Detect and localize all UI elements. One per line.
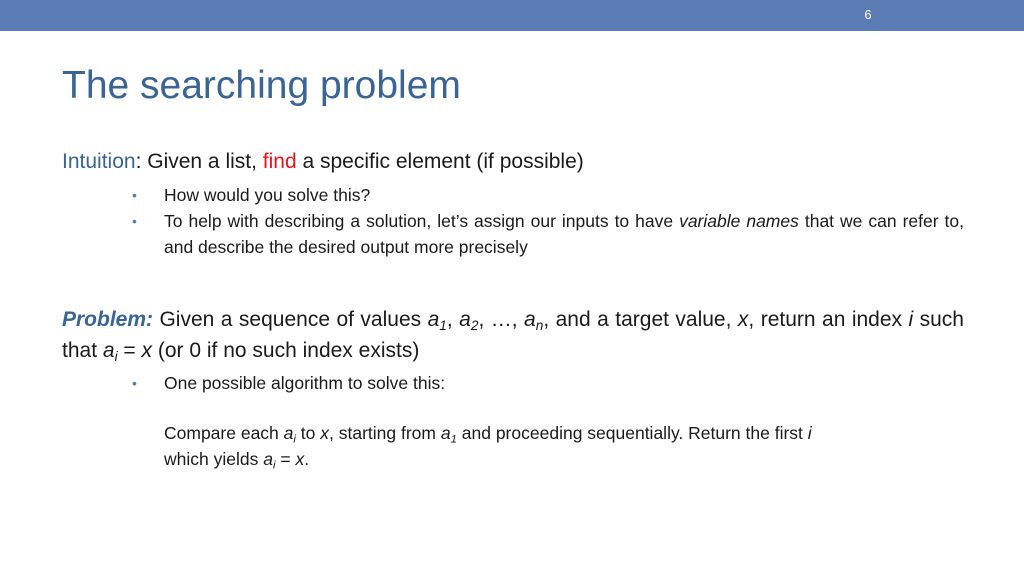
algorithm-text: , starting from	[329, 423, 441, 443]
problem-text: , return an index	[748, 308, 909, 331]
intuition-label: Intuition	[62, 150, 136, 173]
var-a: a	[440, 423, 451, 443]
var-a: a	[459, 308, 471, 331]
algorithm-text: which yields	[164, 449, 264, 469]
subscript: i	[293, 433, 296, 446]
bullet-italic-text: variable names	[679, 211, 799, 231]
bullet-icon: •	[132, 375, 137, 391]
var-a: a	[102, 339, 115, 362]
var-a: a	[427, 308, 440, 331]
problem-text: =	[117, 339, 142, 362]
intuition-bullet-list	[130, 182, 964, 260]
algorithm-text: Compare each	[164, 423, 284, 443]
header-bar	[0, 0, 1024, 31]
algorithm-text: .	[304, 449, 310, 469]
problem-text: (or 0 if no such index exists)	[152, 339, 420, 362]
var-a: a	[283, 423, 294, 443]
problem-text: , and a target value,	[543, 308, 738, 331]
problem-text: Given a sequence of values	[153, 308, 428, 331]
problem-text: ,	[446, 308, 460, 331]
var-i: i	[908, 308, 914, 331]
var-x: x	[320, 423, 329, 443]
bullet-text: One possible algorithm to solve this:	[164, 373, 446, 393]
intuition-text-after: a specific element (if possible)	[296, 150, 584, 173]
subscript: 2	[470, 318, 479, 334]
subscript: n	[535, 318, 544, 334]
bullet-item	[130, 208, 964, 260]
bullet-text: How would you solve this?	[164, 185, 371, 205]
subscript: 1	[439, 318, 447, 334]
var-i: i	[807, 423, 812, 443]
bullet-icon: •	[132, 187, 137, 203]
var-x: x	[141, 339, 153, 362]
slide-title: The searching problem	[62, 64, 461, 107]
algorithm-text: to	[295, 423, 321, 443]
slide-number: 6	[864, 7, 872, 22]
var-x: x	[295, 449, 305, 469]
problem-statement	[62, 304, 964, 366]
var-x: x	[737, 308, 749, 331]
var-a: a	[524, 308, 536, 331]
algorithm-text: =	[275, 449, 296, 469]
bullet-text: To help with describing a solution, let’s assign our inputs to have	[164, 211, 680, 231]
subscript: i	[272, 459, 276, 472]
var-a: a	[263, 449, 273, 469]
intuition-highlight: find	[262, 150, 297, 173]
bullet-item	[130, 182, 964, 208]
problem-text: , …,	[478, 308, 525, 331]
problem-label: Problem:	[62, 308, 154, 331]
subscript: 1	[450, 433, 457, 446]
subscript: i	[114, 349, 118, 365]
problem-text: such that	[62, 308, 964, 362]
algorithm-text: and proceeding sequentially. Return the first	[456, 423, 808, 443]
algorithm-description	[164, 420, 964, 472]
bullet-icon: •	[132, 213, 137, 229]
bullet-item	[130, 370, 964, 396]
intuition-text-before: : Given a list,	[135, 150, 263, 173]
bullet-text: that we can refer to, and describe the desired output more precisely	[164, 211, 964, 257]
intuition-line	[62, 148, 964, 176]
algorithm-bullet-list	[130, 370, 964, 396]
